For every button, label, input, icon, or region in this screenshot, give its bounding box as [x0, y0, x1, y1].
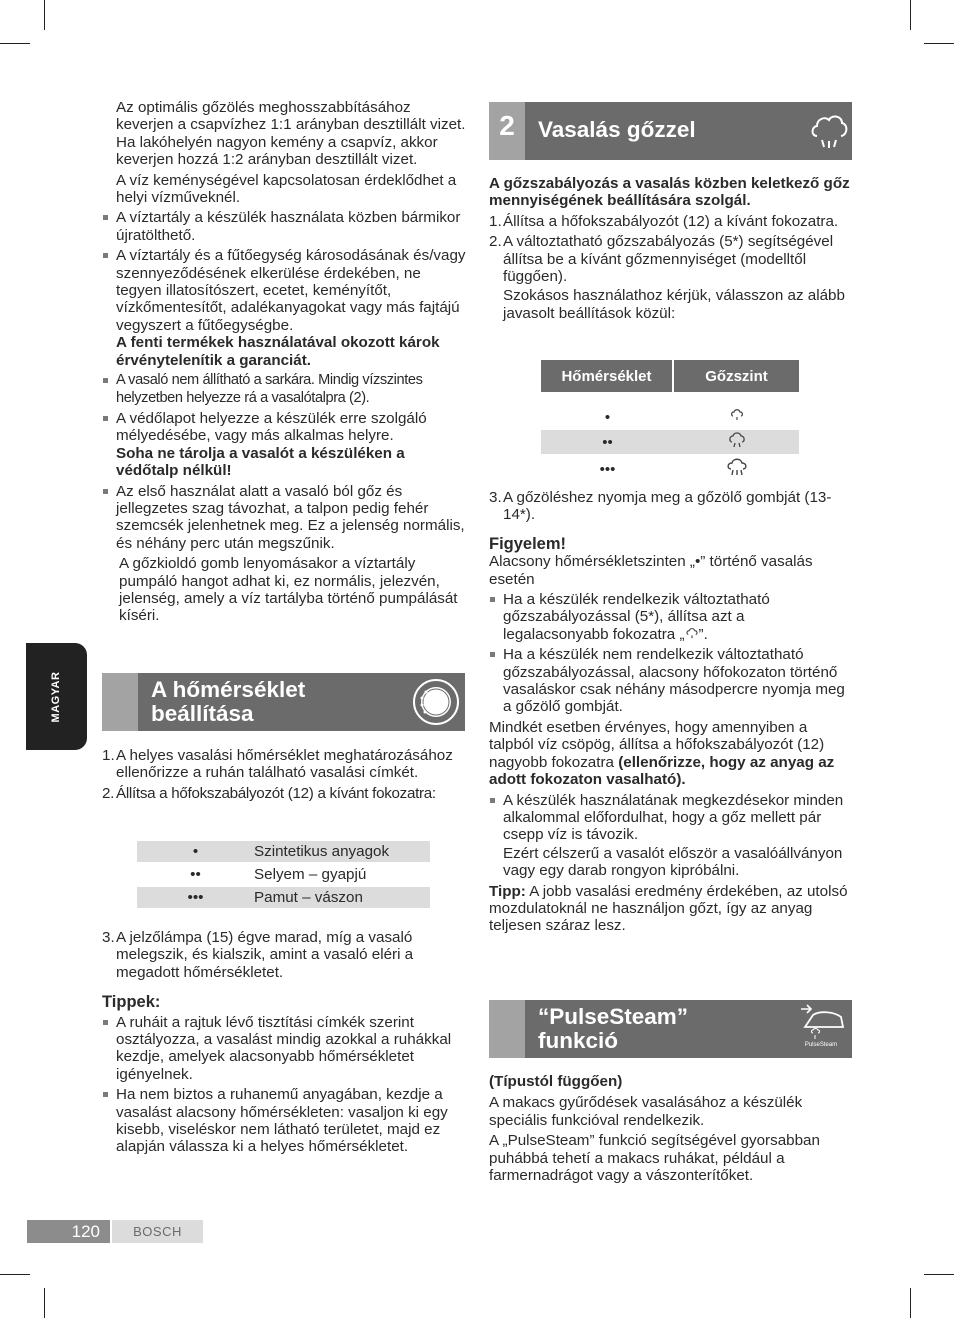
- section-tab: [102, 673, 138, 731]
- attention-paragraph: Mindkét esetben érvényes, hogy amennyiben a talpból víz csöpög, állítsa a hőfokszabályozót (12) nagyobb fokozatra (ellenőrizze, hogy az anyag az adott fokozaton vasalható).: [489, 718, 835, 789]
- crop-mark: [910, 0, 911, 30]
- table-row: [541, 456, 799, 482]
- step-item: 1. A helyes vasalási hőmérséklet meghatározásához ellenőrizze a ruhán található vasalási címkét.: [102, 747, 453, 782]
- steam-settings-table: [541, 358, 799, 484]
- section-header-temperature: [102, 673, 465, 731]
- pulsesteam-text: [489, 1073, 854, 1187]
- steam-level-2-icon: [729, 431, 745, 449]
- warning-bold: A fenti termékek használatával okozott károk érvénytelenítik a garanciát.: [116, 334, 440, 369]
- bullet-item: A víztartály és a fűtőegység károsodásának és/vagy szennyeződésének elkerülése érdekében, ne tegyen illatosítószert, ecetet, keményítőt, vízkőmentesítőt, adalékanyagokat vagy más fajtájú vegyszert a fűtőegységbe.: [102, 247, 470, 334]
- step-item: 3. A gőzöléshez nyomja meg a gőzölő gombját (13-14*).: [489, 489, 832, 524]
- steam-level-3-icon: [727, 457, 747, 477]
- fabric-label: Pamut – vászon: [254, 887, 430, 908]
- section-header-steam: [489, 102, 852, 160]
- tip-item: Ha nem biztos a ruhanemű anyagában, kezdje a vasalást alacsony hőmérsékleten: vasaljon ki egy kisebb, viseléskor nem látható területet, majd ez alapján válassza ki a helyes hőmérsékletet.: [102, 1086, 470, 1156]
- step-text: A jelzőlámpa (15) égve marad, míg a vasaló melegszik, és kialszik, amint a vasaló eléri a megadott hőmérsékletet.: [116, 929, 414, 981]
- fabric-label: Szintetikus anyagok: [254, 841, 430, 862]
- bullet-item: A védőlapot helyezze a készülék erre szolgáló mélyedésébe, vagy más alkalmas helyre.: [102, 410, 470, 445]
- step-item: 2. Állítsa a hőfokszabályozót (12) a kívánt fokozatra:: [102, 784, 436, 802]
- temperature-dots: •: [137, 841, 254, 862]
- column-header: Hőmérséklet: [541, 360, 674, 392]
- pulsesteam-iron-icon: [795, 1003, 847, 1048]
- temperature-dots: •: [604, 408, 611, 426]
- tips-heading: Tippek:: [102, 993, 161, 1012]
- table-row: [541, 430, 799, 454]
- section-title-line: beállítása: [151, 701, 254, 726]
- crop-mark: [910, 1288, 911, 1318]
- note-paragraph: A gőzkioldó gomb lenyomásakor a víztartály pumpáló hangot adhat ki, ez normális, jelezvén, jelenség, amely a víz tartályba történő pumpálását kíséri.: [119, 555, 458, 625]
- warning-bold: Soha ne tárolja a vasalót a készüléken a védőtalp nélkül!: [116, 444, 405, 480]
- bullet-item: A víztartály a készülék használata közben bármikor újratölthető.: [102, 209, 470, 244]
- crop-mark: [44, 1288, 45, 1318]
- page-footer: [27, 1220, 203, 1243]
- step-text: Állítsa a hőfokszabályozót (12) a kívánt fokozatra:: [116, 784, 436, 802]
- attention-intro: Alacsony hőmérsékletszinten „•” történő vasalás esetén: [489, 553, 813, 588]
- language-side-tab: [26, 643, 87, 750]
- section-title-line: “PulseSteam”: [538, 1004, 689, 1029]
- brand-label: BOSCH: [112, 1220, 203, 1243]
- column-header: Gőzszint: [674, 360, 799, 392]
- bullet-item: A vasaló nem állítható a sarkára. Mindig vízszintes helyzetben helyezze rá a vasalótalpra (2).: [102, 372, 470, 407]
- intro-paragraph: Az optimális gőzölés meghosszabbításához keverjen a csapvízhez 1:1 arányban desztillált vizet. Ha lakóhelyén nagyon kemény a csapvíz, akkor keverjen hozzá 1:2 arányban desztillált vizet.: [116, 99, 466, 169]
- table-header-row: [541, 360, 799, 392]
- step-text: A változtatható gőzszabályozás (5*) segítségével állítsa be a kívánt gőzmennyiséget (modelltől függően).: [503, 233, 834, 286]
- crop-mark: [924, 43, 954, 44]
- temperature-dots: ••: [541, 430, 674, 454]
- crop-mark: [0, 43, 30, 44]
- pulsesteam-paragraph: A makacs gyűrődések vasalásához a készülék speciális funkcióval rendelkezik.: [489, 1094, 803, 1129]
- bullet-item: A készülék használatának megkezdésekor minden alkalommal előfordulhat, hogy a gőz mellett pár csepp víz is távozik.: [489, 792, 854, 844]
- table-row: [137, 864, 430, 885]
- fabric-label: Selyem – gyapjú: [254, 866, 367, 883]
- crop-mark: [44, 0, 45, 30]
- tip-paragraph: Tipp: A jobb vasalási eredmény érdekében, az utolsó mozdulatoknál ne használjon gőzt, így az anyag teljesen száraz lesz.: [489, 882, 848, 935]
- section-title-line: A hőmérséklet: [151, 677, 306, 702]
- pulsesteam-icon-caption: PulseSteam: [804, 1042, 838, 1048]
- bullet-item: Ha a készülék nem rendelkezik változtatható gőzszabályozással, alacsony hőfokozaton történő vasaláskor csak néhány másodpercre nyomja meg a gőzölő gombját.: [489, 646, 854, 716]
- section-title-line: funkció: [538, 1028, 619, 1053]
- pulsesteam-paragraph: A „PulseSteam” funkció segítségével gyorsabban puhábbá tehetí a makacs ruhákat, például a farmernadrágot vagy a vászonterítőket.: [489, 1132, 820, 1185]
- attention-heading: Figyelem!: [489, 534, 567, 553]
- step-text: A helyes vasalási hőmérséklet meghatározásához ellenőrizze a ruhán található vasalási címkét.: [116, 747, 453, 782]
- bullet-item: Az első használat alatt a vasaló ból gőz és jellegzetes szag távozhat, a talpon pedig fehér szemcsék jelenhetnek meg. Ez a jelenség normális, és néhány perc után megszűnik.: [102, 483, 470, 553]
- bullet-item: Ha a készülék rendelkezik változtatható gőzszabályozással (5*), állítsa azt a legalacsonyabb fokozatra „ ”.: [489, 591, 854, 643]
- temperature-dots: ••: [190, 866, 201, 883]
- step-note: Szokásos használathoz kérjük, válasszon az alább javasolt beállítások közül:: [503, 287, 845, 322]
- step-item: 2. A változtatható gőzszabályozás (5*) segítségével állítsa be a kívánt gőzmennyiséget (modelltől függően).: [489, 233, 834, 286]
- section-tab: [489, 1000, 525, 1058]
- temperature-dots: •••: [599, 460, 616, 478]
- step-text: Állítsa a hőfokszabályozót (12) a kívánt fokozatra.: [503, 212, 839, 230]
- temperature-step-3: [102, 929, 470, 1159]
- steam-heading: A gőzszabályozás a vasalás közben keletkező gőz mennyiségének beállítására szolgál.: [489, 175, 850, 210]
- section-header-pulsesteam: [489, 1000, 852, 1058]
- pulsesteam-subtitle: (Típustól függően): [489, 1073, 623, 1090]
- crop-mark: [0, 1274, 30, 1275]
- step-item: 1. Állítsa a hőfokszabályozót (12) a kívánt fokozatra.: [489, 212, 839, 230]
- right-column-lower: [489, 489, 854, 938]
- table-row: [541, 406, 799, 428]
- step-item: 3. A jelzőlámpa (15) égve marad, míg a vasaló melegszik, és kialszik, amint a vasaló eléri a megadott hőmérsékletet.: [102, 929, 414, 981]
- crop-mark: [924, 1274, 954, 1275]
- table-row: [137, 841, 430, 862]
- right-column: [489, 175, 854, 325]
- step-text: A gőzöléshez nyomja meg a gőzölő gombját (13-14*).: [503, 489, 832, 524]
- language-label: MAGYAR: [50, 671, 62, 723]
- temperature-dots: •••: [137, 887, 254, 908]
- temperature-table: [137, 839, 430, 910]
- steam-cloud-icon: [809, 110, 849, 157]
- intro-paragraph: A víz keménységével kapcsolatosan érdeklődhet a helyi vízműveknél.: [116, 171, 457, 207]
- table-row: [137, 887, 430, 908]
- section-title: Vasalás gőzzel: [538, 117, 696, 142]
- temperature-dial-icon: [412, 678, 460, 731]
- section-tab: [489, 102, 525, 160]
- bullet-note: Ezért célszerű a vasalót először a vasalóállványon vagy egy darab rongyon kipróbálni.: [503, 844, 843, 880]
- steam-level-1-icon: [685, 627, 699, 640]
- tip-item: A ruháit a rajtuk lévő tisztítási címkék szerint osztályozza, a vasalást mindig azokkal a ruhákkal kezdje, amelyek alacsonyabb hőmérsékletet igényelnek.: [102, 1014, 470, 1084]
- temperature-steps: [102, 747, 470, 805]
- section-number: 2: [499, 110, 515, 141]
- steam-level-1-icon: [730, 408, 744, 422]
- page-number: 120: [27, 1220, 110, 1243]
- left-column: [102, 99, 470, 628]
